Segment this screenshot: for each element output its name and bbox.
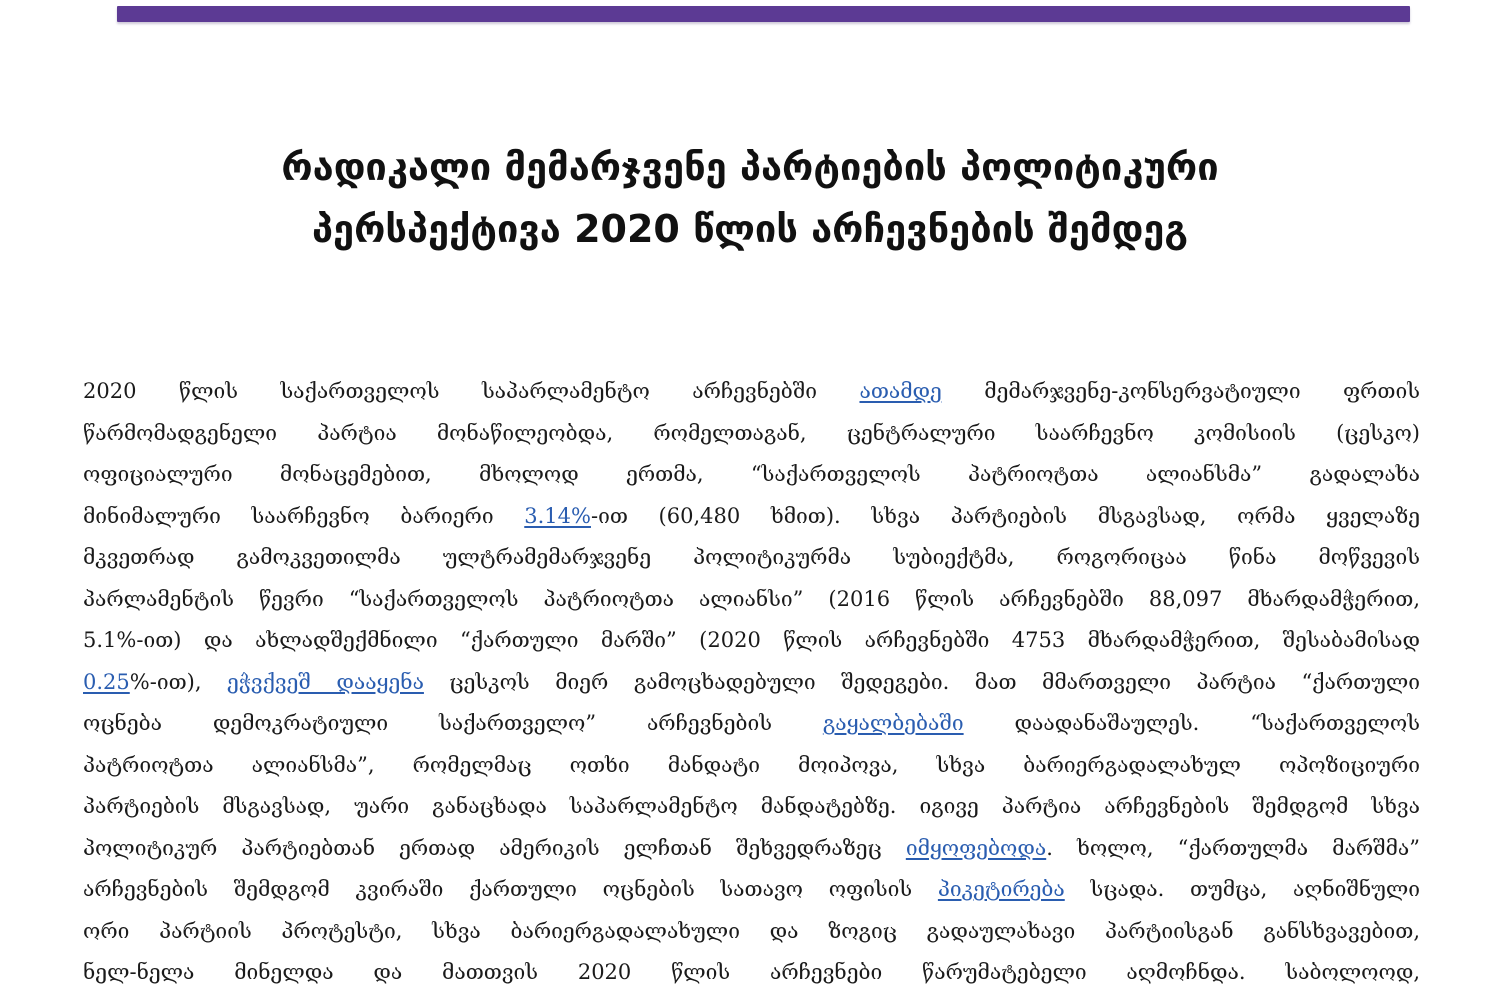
paragraph-line xyxy=(83,703,1420,745)
link-0-25[interactable]: 0.25 xyxy=(83,669,130,694)
text-run: სცადა. თუმცა, აღნიშნული xyxy=(1064,877,1420,901)
text-run: -ით (60,480 ხმით). სხვა პარტიების მსგავსად, ორმა ყველაზე xyxy=(590,503,1420,528)
paragraph-line xyxy=(83,869,1420,911)
link-atamde[interactable]: ათამდე xyxy=(859,379,942,403)
paragraph-line: 5.1%-ით) და ახლადშექმნილი “ქართული მარში” (2020 წლის არჩევნებში 4753 მხარდამჭერით, შესაბამისად xyxy=(83,628,1420,652)
paragraph-line xyxy=(83,496,1420,538)
link-imkofeboda[interactable]: იმყოფებოდა xyxy=(905,835,1047,860)
paragraph-line xyxy=(83,371,1420,413)
paragraph-line xyxy=(83,662,1420,704)
text-run: დაადანაშაულეს. “საქართველოს xyxy=(963,711,1420,735)
paragraph-line: პარლამენტის წევრი “საქართველოს პატრიოტთა ალიანსი” (2016 წლის არჩევნებში 88,097 მხარდამჭერით, xyxy=(83,586,1420,611)
header-accent-bar xyxy=(117,6,1410,22)
paragraph-line: ოფიციალური მონაცემებით, მხოლოდ ერთმა, “საქართველოს პატრიოტთა ალიანსმა” გადალახა xyxy=(83,462,1420,486)
paragraph-line xyxy=(83,828,1420,870)
text-run: 2020 წლის საქართველოს საპარლამენტო არჩევნებში xyxy=(83,379,860,403)
link-echvkvesh-daayena[interactable]: ეჭვქვეშ დააყენა xyxy=(227,669,424,694)
document-title xyxy=(80,136,1420,260)
link-piketireba[interactable]: პიკეტირება xyxy=(937,877,1065,901)
body-paragraph xyxy=(83,371,1420,994)
paragraph-line: მკვეთრად გამოკვეთილმა ულტრამემარჯვენე პოლიტიკურმა სუბიექტმა, როგორიცაა წინა მოწვევის xyxy=(83,545,1420,569)
paragraph-line: პარტიების მსგავსად, უარი განაცხადა საპარლამენტო მანდატებზე. იგივე პარტია არჩევნების შემდგომ სხვა xyxy=(83,794,1420,818)
text-run: მინიმალური საარჩევნო ბარიერი xyxy=(83,503,525,528)
text-run: პოლიტიკურ პარტიებთან ერთად ამერიკის ელჩთან შეხვედრაზეც xyxy=(83,835,906,860)
text-run: ოცნება დემოკრატიული საქართველო” არჩევნების xyxy=(83,711,823,735)
paragraph-line: წარმომადგენელი პარტია მონაწილეობდა, რომელთაგან, ცენტრალური საარჩევნო კომისიის (ცესკო) xyxy=(83,420,1420,445)
text-run: . ხოლო, “ქართულმა მარშმა” xyxy=(1046,835,1420,860)
paragraph-line: პატრიოტთა ალიანსმა”, რომელმაც ოთხი მანდატი მოიპოვა, სხვა ბარიერგადალახულ ოპოზიციური xyxy=(83,752,1420,777)
title-line-1: რადიკალი მემარჯვენე პარტიების პოლიტიკური xyxy=(281,145,1219,189)
link-gayalbebashi[interactable]: გაყალბებაში xyxy=(822,711,964,735)
text-run: მემარჯვენე-კონსერვატიული ფრთის xyxy=(941,379,1421,403)
link-3-14-percent[interactable]: 3.14% xyxy=(524,503,591,528)
text-run: ცესკოს მიერ გამოცხადებული შედეგები. მათ მმართველი პარტია “ქართული xyxy=(423,669,1420,694)
title-line-2: პერსპექტივა 2020 წლის არჩევნების შემდეგ xyxy=(311,207,1189,251)
text-run: არჩევნების შემდგომ კვირაში ქართული ოცნების სათავო ოფისის xyxy=(83,877,938,901)
text-run: %-ით), xyxy=(129,669,228,694)
paragraph-line: ნელ-ნელა მინელდა და მათთვის 2020 წლის არჩევნები წარუმატებელი აღმოჩნდა. საბოლოოდ, xyxy=(83,960,1420,984)
paragraph-line: ორი პარტიის პროტესტი, სხვა ბარიერგადალახული და ზოგიც გადაულახავი პარტიისგან განსხვავებით, xyxy=(83,918,1420,943)
